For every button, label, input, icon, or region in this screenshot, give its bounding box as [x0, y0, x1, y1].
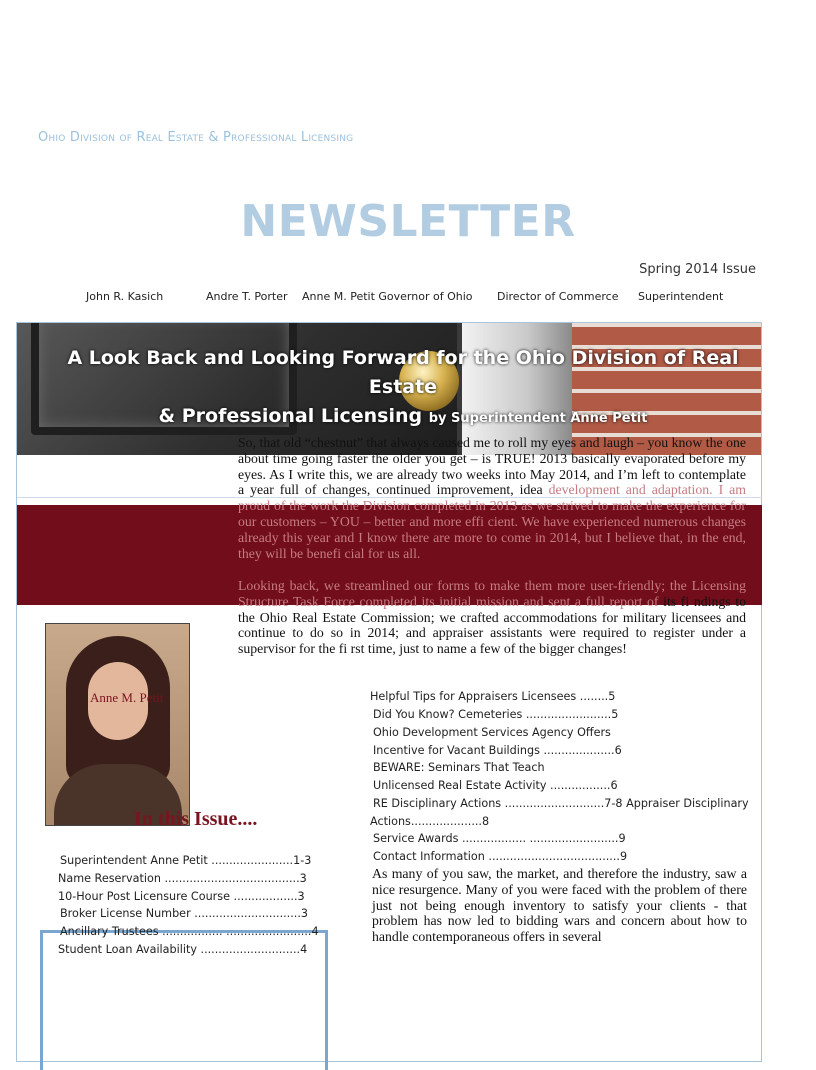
- masthead-name-1: John R. Kasich: [86, 290, 164, 303]
- toc-item[interactable]: Incentive for Vacant Buildings ....................6: [373, 744, 622, 757]
- toc-item[interactable]: Broker License Number ..............................3: [60, 907, 309, 920]
- paragraph-2-part-b: its fi ndings to the Ohio Real Estate Commission; we crafted accommodations for military licensees and continue to do so in 2014; and appraiser assistants were required to register under a supervisor for the fi rst time, just to name a few of the bigger changes!: [238, 593, 746, 657]
- paragraph-1-part-b: development and adaptation. I am proud of the work the Division completed in 2013 as we strived to make the experience for our customers – YOU – better and more effi cient. We have experienced numerous changes already this year and I know there are more to come in 2014, but I believe that, in the end, they will be benefi cial for us all.: [238, 482, 747, 561]
- article-paragraph-3: As many of you saw, the market, and therefore the industry, saw a nice resurgence. Many of you were faced with the problem of there just not being enough inventory to satisfy your clients - that problem has now led to bidding wars and concern about how to handle contemporaneous offers in several: [372, 866, 747, 945]
- paragraph-2-part-a: Looking back, we streamlined our forms to make them more user-friendly; the Licensing Structure Task Force completed its initial mission and sent a full report of: [238, 578, 746, 609]
- toc-item[interactable]: Helpful Tips for Appraisers Licensees ........5: [370, 690, 616, 703]
- org-name: Ohio Division of Real Estate & Professional Licensing: [38, 130, 354, 145]
- toc-item[interactable]: Actions....................8: [370, 815, 490, 828]
- headline-line-2: & Professional Licensing: [158, 405, 423, 427]
- in-this-issue-heading: In this Issue....: [134, 808, 258, 830]
- toc-item[interactable]: RE Disciplinary Actions ............................7-8 Appraiser Disciplinary: [373, 797, 749, 810]
- masthead-name-2: Andre T. Porter: [206, 290, 288, 303]
- paragraph-1-part-a: So, that old “chestnut” that always caused me to roll my eyes and laugh – you know the one about time going faster the older you get – is TRUE! 2013 basically evaporated before my eyes. As I write this, we are already two weeks into May 2014, and I’m left to contemplate a year full of changes, continued improvement, idea: [238, 435, 746, 498]
- headline-line-1: A Look Back and Looking Forward for the Ohio Division of Real Estate: [67, 347, 739, 398]
- superintendent-photo: [45, 623, 190, 826]
- toc-item[interactable]: Ohio Development Services Agency Offers: [373, 726, 611, 739]
- issue-label: Spring 2014 Issue: [639, 262, 756, 277]
- toc-item[interactable]: 10-Hour Post Licensure Course ..................3: [58, 890, 305, 903]
- toc-item[interactable]: BEWARE: Seminars That Teach: [373, 761, 545, 774]
- toc-item[interactable]: Service Awards .................. .........................9: [373, 832, 626, 845]
- article-paragraph-2: [238, 578, 746, 657]
- toc-item[interactable]: Name Reservation ......................................3: [58, 872, 307, 885]
- masthead-name-3: Anne M. Petit Governor of Ohio: [302, 290, 473, 303]
- toc-item[interactable]: Contact Information .....................................9: [373, 850, 628, 863]
- masthead-title-superintendent: Superintendent: [638, 290, 724, 303]
- toc-item[interactable]: Unlicensed Real Estate Activity .................6: [373, 779, 618, 792]
- toc-item[interactable]: Superintendent Anne Petit .......................1-3: [60, 854, 312, 867]
- article-paragraph-1: [238, 435, 746, 561]
- newsletter-title: NEWSLETTER: [240, 196, 576, 247]
- byline: by Superintendent Anne Petit: [428, 411, 648, 426]
- feature-headline: [40, 344, 766, 433]
- masthead-title-commerce: Director of Commerce: [497, 290, 619, 303]
- toc-item[interactable]: Ancillary Trustees ................. ........................4: [60, 925, 319, 938]
- toc-item[interactable]: Did You Know? Cemeteries ........................5: [373, 708, 619, 721]
- toc-item[interactable]: Student Loan Availability ............................4: [58, 943, 308, 956]
- photo-caption: Anne M. Petit: [90, 690, 164, 705]
